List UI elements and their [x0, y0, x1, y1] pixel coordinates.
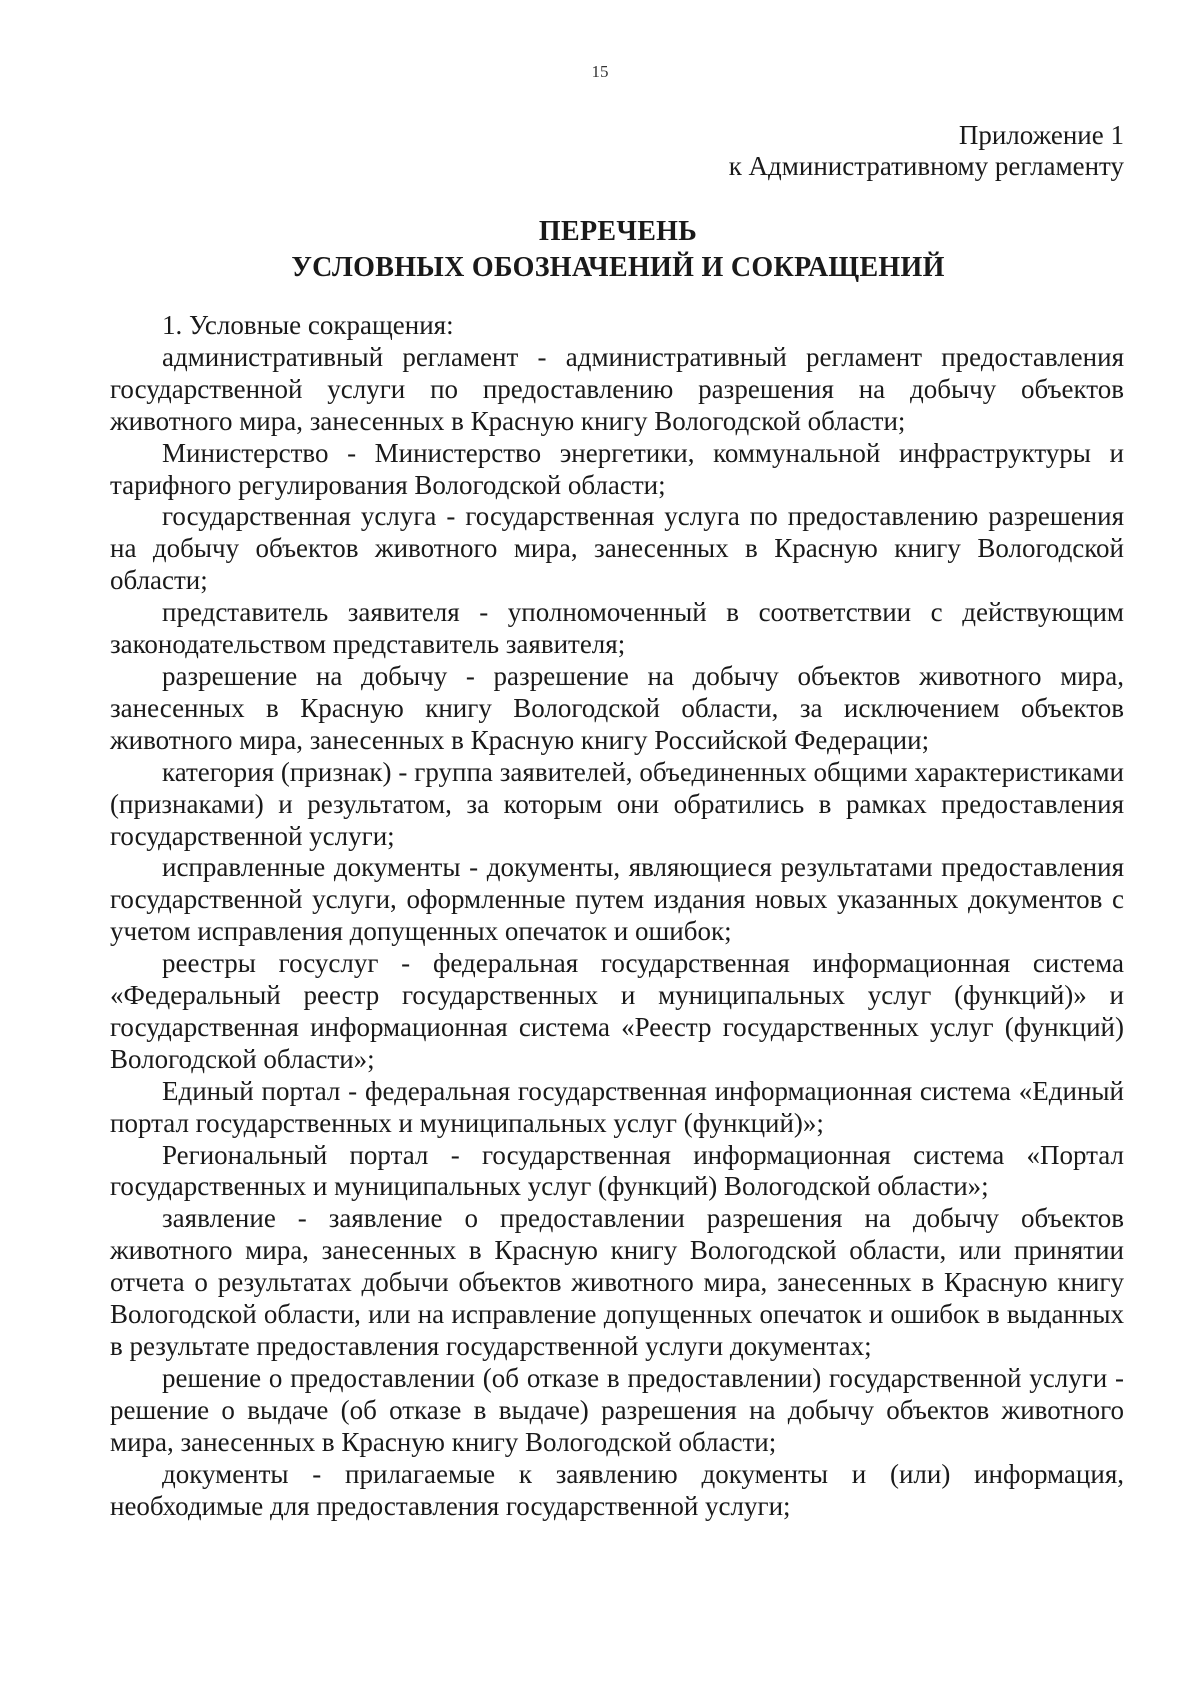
definition-paragraph: исправленные документы - документы, являющиеся результатами предоставления государственной услуги, оформленные путем издания новых указанных документов с учетом исправления допущенных опечаток и ошибок; — [110, 852, 1124, 947]
appendix-line-2: к Административному регламенту — [728, 151, 1124, 181]
definition-paragraph: административный регламент - административный регламент предоставления государственной услуги по предоставлению разрешения на добычу объектов животного мира, занесенных в Красную книгу Вологодской области; — [110, 341, 1124, 436]
definition-paragraph: разрешение на добычу - разрешение на добычу объектов животного мира, занесенных в Красную книгу Вологодской области, за исключением объектов животного мира, занесенных в Красную книгу Российской Федерации; — [110, 660, 1124, 755]
appendix-reference — [729, 120, 1124, 182]
definition-paragraph: реестры госуслуг - федеральная государственная информационная система «Федеральный реестр государственных и муниципальных услуг (функций)» и государственная информационная система «Реестр государственных услуг (функций) Вологодской области»; — [110, 948, 1124, 1074]
definition-paragraph: государственная услуга - государственная услуга по предоставлению разрешения на добычу объектов животного мира, занесенных в Красную книгу Вологодской области; — [110, 501, 1124, 596]
definition-paragraph: категория (признак) - группа заявителей, объединенных общими характеристиками (признаками) и результатом, за которым они обратились в рамках предоставления государственной услуги; — [110, 756, 1124, 851]
title-line-2: УСЛОВНЫХ ОБОЗНАЧЕНИЙ И СОКРАЩЕНИЙ — [291, 252, 945, 283]
definition-paragraph: Региональный портал - государственная информационная система «Портал государственных и муниципальных услуг (функций) Вологодской области»; — [110, 1139, 1124, 1202]
definition-paragraph: Единый портал - федеральная государственная информационная система «Единый портал государственных и муниципальных услуг (функций)»; — [110, 1075, 1124, 1138]
section-heading: 1. Условные сокращения: — [162, 310, 454, 340]
definition-paragraph: Министерство - Министерство энергетики, коммунальной инфраструктуры и тарифного регулирования Вологодской области; — [110, 437, 1124, 500]
title-line-1: ПЕРЕЧЕНЬ — [538, 216, 698, 247]
page-number: 15 — [591, 62, 609, 81]
definition-paragraph: решение о предоставлении (об отказе в предоставлении) государственной услуги - решение о выдаче (об отказе в выдаче) разрешения на добычу объектов животного мира, занесенных в Красную книгу Вологодской области; — [110, 1362, 1124, 1457]
definition-paragraph: заявление - заявление о предоставлении разрешения на добычу объектов животного мира, занесенных в Красную книгу Вологодской области, или принятии отчета о результатах добычи объектов животного мира, занесенных в Красную книгу Вологодской области, или на исправление допущенных опечаток и ошибок в выданных в результате предоставления государственной услуги документах; — [110, 1203, 1124, 1361]
document-body — [110, 310, 1124, 1522]
appendix-line-1: Приложение 1 — [958, 120, 1124, 150]
document-title — [0, 214, 1200, 286]
definition-paragraph: представитель заявителя - уполномоченный в соответствии с действующим законодательством представитель заявителя; — [110, 597, 1124, 660]
definition-paragraph: документы - прилагаемые к заявлению документы и (или) информация, необходимые для предоставления государственной услуги; — [110, 1458, 1124, 1521]
